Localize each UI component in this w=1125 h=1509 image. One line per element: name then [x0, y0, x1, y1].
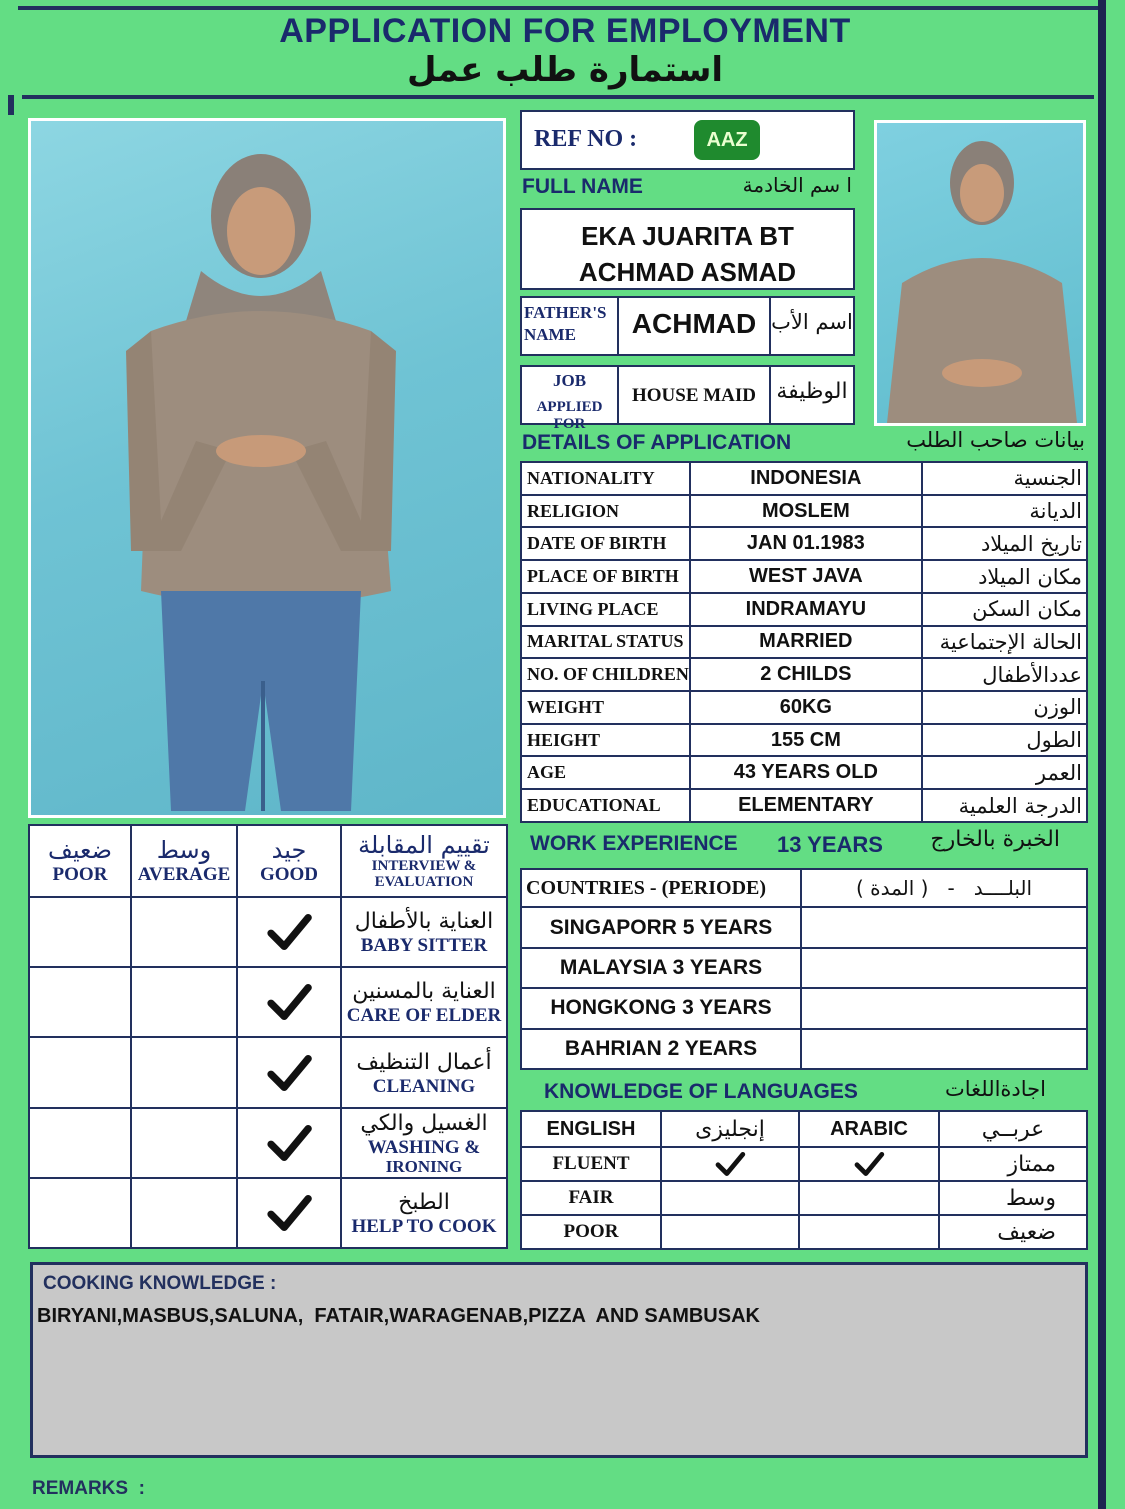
header-top-border [18, 6, 1098, 10]
details-label-arabic: الديانة [922, 495, 1087, 528]
details-row [521, 691, 1087, 724]
details-label-arabic: مكان الميلاد [922, 560, 1087, 593]
full-name-value-box [520, 208, 855, 290]
details-label: HEIGHT [521, 724, 690, 757]
skill-rating-average[interactable] [131, 1178, 237, 1248]
eval-header-average-en: AVERAGE [137, 864, 231, 886]
cooking-box [30, 1262, 1088, 1458]
details-value: 43 YEARS OLD [690, 756, 922, 789]
details-label: AGE [521, 756, 690, 789]
details-value: MARRIED [690, 626, 922, 659]
evaluation-table [28, 824, 508, 1249]
details-heading-arabic: بيانات صاحب الطلب [906, 428, 1085, 452]
countries-table [520, 868, 1088, 1070]
details-row [521, 560, 1087, 593]
lang-header-arabic: ARABIC [799, 1111, 939, 1147]
details-heading: DETAILS OF APPLICATION [522, 431, 792, 454]
skill-label-en-2: IRONING [385, 1156, 463, 1176]
full-name-label-arabic: ا سم الخادمة [742, 173, 852, 197]
checkmark-icon [265, 978, 313, 1026]
skill-rating-good[interactable] [237, 1108, 341, 1178]
details-label-arabic: الوزن [922, 691, 1087, 724]
language-level-row [521, 1147, 1087, 1181]
skill-label-en: CARE OF ELDER [346, 1005, 502, 1027]
father-name-box [520, 296, 855, 356]
skill-rating-good[interactable] [237, 967, 341, 1037]
job-value: HOUSE MAID [631, 385, 757, 406]
left-edge-bar [8, 95, 14, 115]
details-value: MOSLEM [690, 495, 922, 528]
remarks-label: REMARKS : [32, 1478, 145, 1499]
language-level-row [521, 1215, 1087, 1249]
father-name-value: ACHMAD [631, 308, 757, 339]
country-row [521, 907, 1087, 947]
skill-rating-good[interactable] [237, 1178, 341, 1248]
lang-header-arabic-ar: عربــي [939, 1111, 1087, 1147]
header-divider [22, 95, 1094, 99]
skill-row [29, 967, 507, 1037]
skill-label-cell [341, 967, 507, 1037]
work-experience-label: WORK EXPERIENCE [530, 832, 738, 855]
countries-header-en: COUNTRIES - (PERIODE) [521, 869, 801, 907]
language-level-en: FAIR [521, 1181, 661, 1215]
skill-rating-good[interactable] [237, 897, 341, 967]
eval-header-interview-ar: تقييم المقابلة [358, 831, 490, 860]
ref-no-badge: AAZ [694, 120, 760, 160]
ref-no-box [520, 110, 855, 170]
full-name-label: FULL NAME [522, 175, 643, 198]
eval-header-poor [29, 825, 131, 897]
language-level-ar: ضعيف [939, 1215, 1087, 1249]
language-level-ar: وسط [939, 1181, 1087, 1215]
skill-rating-poor[interactable] [29, 1178, 131, 1248]
eval-header-good [237, 825, 341, 897]
skill-label-ar: العناية بالمسنين [352, 979, 496, 1005]
country-period: HONGKONG 3 YEARS [521, 988, 801, 1028]
details-table [520, 461, 1088, 823]
details-row [521, 658, 1087, 691]
skill-rating-poor[interactable] [29, 897, 131, 967]
eval-header-average-ar: وسط [156, 836, 212, 865]
english-level-check[interactable] [661, 1147, 799, 1181]
details-row [521, 495, 1087, 528]
details-label: NO. OF CHILDREN [521, 658, 690, 691]
details-label-arabic: الدرجة العلمية [922, 789, 1087, 822]
details-value: 60KG [690, 691, 922, 724]
skill-label-cell [341, 897, 507, 967]
skill-rating-poor[interactable] [29, 967, 131, 1037]
details-label-arabic: الطول [922, 724, 1087, 757]
skill-row [29, 1178, 507, 1248]
language-level-row [521, 1181, 1087, 1215]
skill-rating-average[interactable] [131, 967, 237, 1037]
country-period-blank [801, 1029, 1087, 1069]
skill-label-cell [341, 1037, 507, 1107]
cooking-label: COOKING KNOWLEDGE : [43, 1273, 277, 1294]
details-label: NATIONALITY [521, 462, 690, 495]
details-label: PLACE OF BIRTH [521, 560, 690, 593]
details-label-arabic: عددالأطفال [922, 658, 1087, 691]
details-value: 155 CM [690, 724, 922, 757]
work-experience-label-arabic: الخبرة بالخارج [930, 827, 1060, 852]
full-name-value: EKA JUARITA BT ACHMAD ASMAD [578, 221, 797, 287]
checkmark-icon [714, 1148, 746, 1180]
skill-rating-good[interactable] [237, 1037, 341, 1107]
languages-heading: KNOWLEDGE OF LANGUAGES [544, 1080, 858, 1103]
english-level-check[interactable] [661, 1181, 799, 1215]
arabic-level-check[interactable] [799, 1215, 939, 1249]
details-label: LIVING PLACE [521, 593, 690, 626]
details-label-arabic: العمر [922, 756, 1087, 789]
eval-header-average [131, 825, 237, 897]
details-label: RELIGION [521, 495, 690, 528]
details-row [521, 527, 1087, 560]
eval-header-poor-en: POOR [52, 864, 108, 886]
eval-header-poor-ar: ضعيف [47, 836, 113, 865]
skill-label-cell [341, 1178, 507, 1248]
ref-no-label: REF NO : [534, 126, 638, 152]
country-period: MALAYSIA 3 YEARS [521, 948, 801, 988]
details-value: JAN 01.1983 [690, 527, 922, 560]
details-value: INDONESIA [690, 462, 922, 495]
portrait-figure [877, 123, 1083, 423]
eval-header-interview-en2: EVALUATION [374, 874, 474, 891]
language-level-ar: ممتاز [939, 1147, 1087, 1181]
page-title-arabic: استمارة طلب عمل [406, 50, 724, 90]
applicant-portrait-photo [874, 120, 1086, 426]
eval-header-interview [341, 825, 507, 897]
skill-label-ar: الغسيل والكي [360, 1110, 488, 1136]
language-level-en: POOR [521, 1215, 661, 1249]
details-label-arabic: تاريخ الميلاد [922, 527, 1087, 560]
details-row [521, 724, 1087, 757]
work-experience-value: 13 YEARS [777, 832, 883, 857]
skill-label-ar: أعمال التنظيف [356, 1049, 492, 1075]
eval-header-interview-en1: INTERVIEW & [371, 858, 477, 875]
father-name-label-arabic: اسم الأب [771, 310, 853, 334]
details-label: DATE OF BIRTH [521, 527, 690, 560]
details-value: 2 CHILDS [690, 658, 922, 691]
countries-header-ar: البلــــد - ( المدة ) [801, 869, 1087, 907]
skill-rating-average[interactable] [131, 1037, 237, 1107]
checkmark-icon [265, 1189, 313, 1237]
details-value: ELEMENTARY [690, 789, 922, 822]
details-row [521, 756, 1087, 789]
job-applied-box [520, 365, 855, 432]
details-row [521, 593, 1087, 626]
checkmark-icon [265, 1049, 313, 1097]
country-period-blank [801, 948, 1087, 988]
details-row [521, 789, 1087, 822]
person-figure [31, 121, 503, 815]
english-level-check[interactable] [661, 1215, 799, 1249]
language-level-en: FLUENT [521, 1147, 661, 1181]
details-value: INDRAMAYU [690, 593, 922, 626]
skill-rating-poor[interactable] [29, 1037, 131, 1107]
languages-heading-arabic: اجادةاللغات [944, 1077, 1046, 1101]
arabic-level-check[interactable] [799, 1147, 939, 1181]
country-period: SINGAPORR 5 YEARS [521, 907, 801, 947]
skill-rating-average[interactable] [131, 897, 237, 967]
country-row [521, 988, 1087, 1028]
country-period-blank [801, 988, 1087, 1028]
country-row [521, 1029, 1087, 1069]
details-row [521, 626, 1087, 659]
details-value: WEST JAVA [690, 560, 922, 593]
skill-label-en: WASHING & [367, 1136, 481, 1158]
languages-table [520, 1110, 1088, 1250]
job-label-line1: JOB [552, 371, 587, 390]
checkmark-icon [265, 1119, 313, 1167]
skill-label-ar: العناية بالأطفال [354, 909, 494, 935]
details-label: MARITAL STATUS [521, 626, 690, 659]
skill-row [29, 1037, 507, 1107]
eval-header-good-en: GOOD [259, 864, 319, 886]
lang-header-english-ar: إنجليزى [661, 1111, 799, 1147]
details-label-arabic: مكان السكن [922, 593, 1087, 626]
country-period: BAHRIAN 2 YEARS [521, 1029, 801, 1069]
skill-label-en: CLEANING [372, 1075, 476, 1097]
skill-row [29, 1108, 507, 1178]
checkmark-icon [853, 1148, 885, 1180]
country-period-blank [801, 907, 1087, 947]
details-label-arabic: الحالة الإجتماعية [922, 626, 1087, 659]
skill-label-en: BABY SITTER [360, 935, 488, 957]
job-label-arabic: الوظيفة [776, 379, 848, 404]
skill-label-en: HELP TO COOK [351, 1215, 497, 1237]
arabic-level-check[interactable] [799, 1181, 939, 1215]
cooking-value: BIRYANI,MASBUS,SALUNA, FATAIR,WARAGENAB,PIZZA AND SAMBUSAK [37, 1305, 760, 1327]
details-label: WEIGHT [521, 691, 690, 724]
details-label: EDUCATIONAL [521, 789, 690, 822]
applicant-full-photo [28, 118, 506, 818]
skill-label-ar: الطبخ [398, 1189, 450, 1215]
checkmark-icon [265, 908, 313, 956]
father-name-label: FATHER'S NAME [524, 303, 607, 344]
details-label-arabic: الجنسية [922, 462, 1087, 495]
skill-rating-poor[interactable] [29, 1108, 131, 1178]
right-edge-bar [1098, 0, 1106, 1509]
eval-header-good-ar: جيد [271, 836, 307, 865]
job-label-line2: APPLIED FOR [536, 399, 603, 432]
page-title: APPLICATION FOR EMPLOYMENT [279, 12, 851, 50]
details-row [521, 462, 1087, 495]
lang-header-english: ENGLISH [521, 1111, 661, 1147]
skill-label-cell [341, 1108, 507, 1178]
skill-row [29, 897, 507, 967]
skill-rating-average[interactable] [131, 1108, 237, 1178]
country-row [521, 948, 1087, 988]
